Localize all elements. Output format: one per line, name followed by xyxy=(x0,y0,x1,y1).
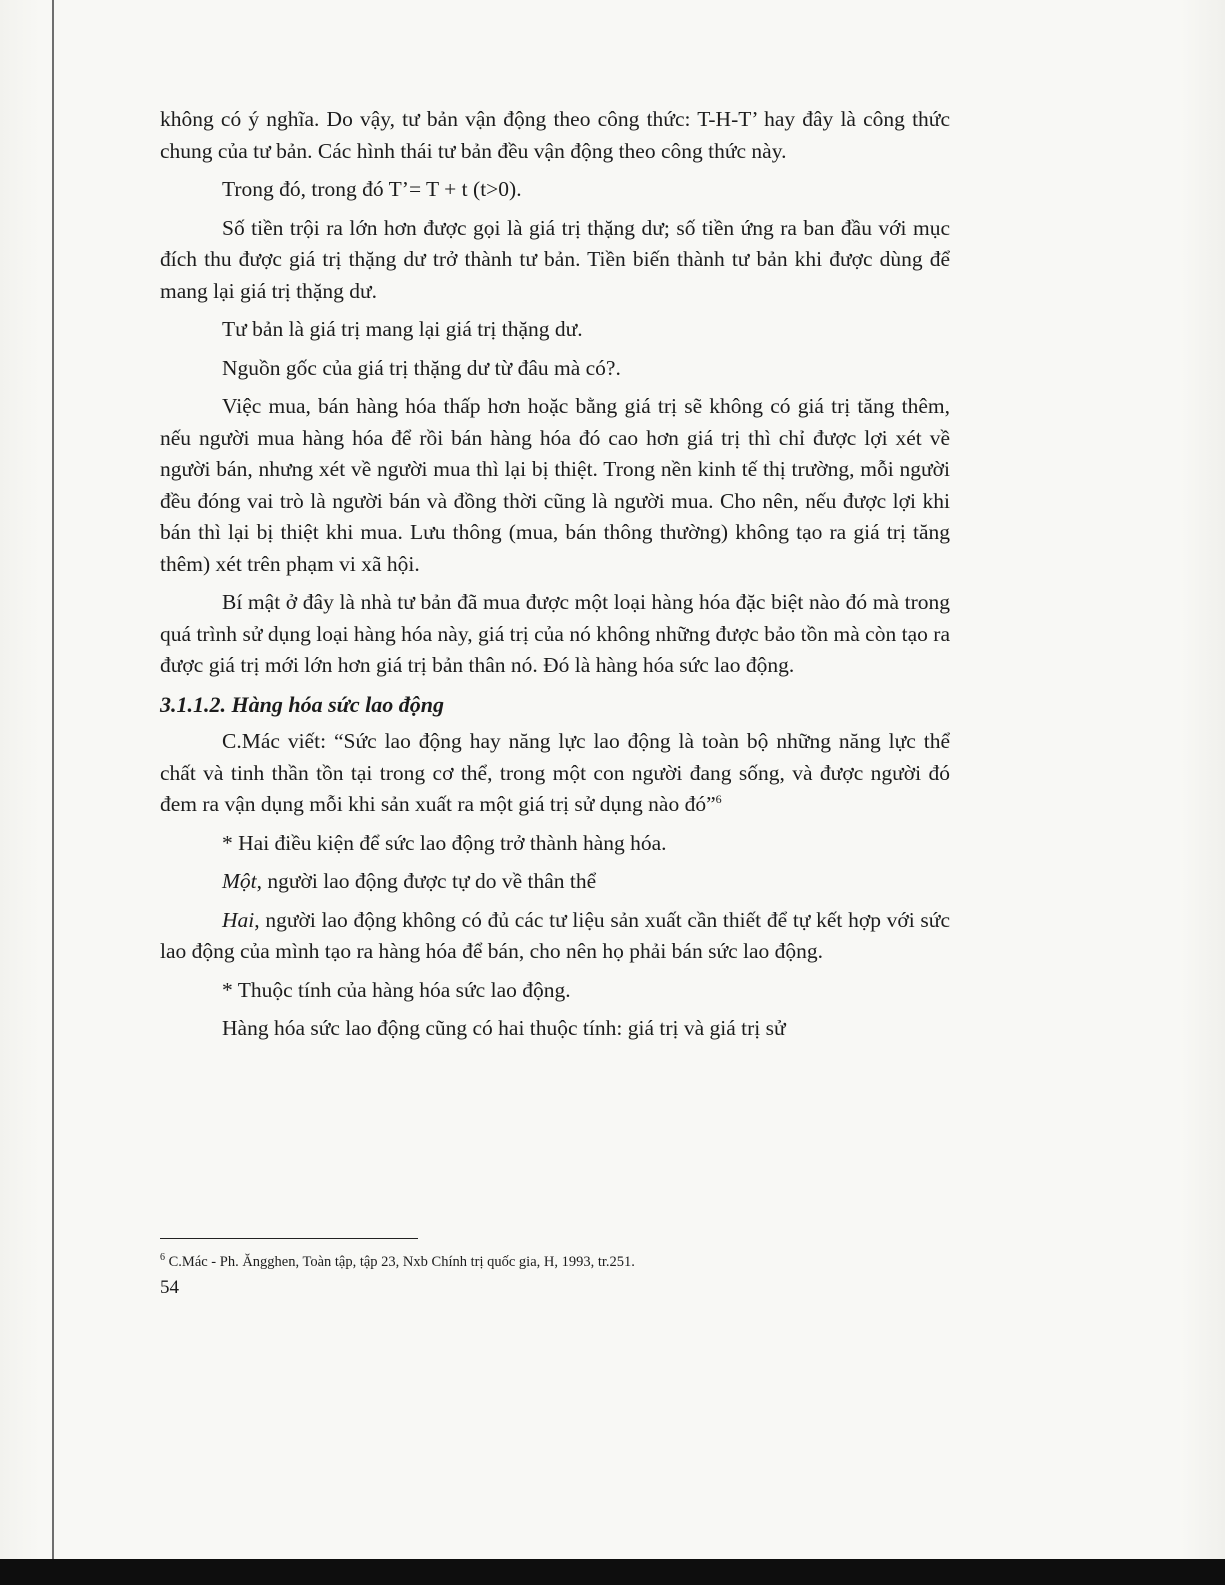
footnote-marker: 6 xyxy=(160,1252,165,1264)
paragraph-formula: Trong đó, trong đó T’= T + t (t>0). xyxy=(222,177,522,201)
page-number: 54 xyxy=(160,1277,179,1298)
condition-one-lead: Một xyxy=(222,869,257,893)
footnote-text: C.Mác - Ph. Ăngghen, Toàn tập, tập 23, Nxb Chính trị quốc gia, H, 1993, tr.251. xyxy=(165,1254,635,1270)
marx-quote-text: C.Mác viết: “Sức lao động hay năng lực lao động là toàn bộ những năng lực thể chất và tinh thần tồn tại trong cơ thể, trong một con người đang sống, và được người đó đem ra vận dụng mỗi khi sản xuất ra một giá trị sử dụng nào đó” xyxy=(160,729,950,816)
paragraph-condition-two xyxy=(160,905,950,968)
paragraph-secret: Bí mật ở đây là nhà tư bản đã mua được một loại hàng hóa đặc biệt nào đó mà trong quá trình sử dụng loại hàng hóa này, giá trị của nó không những được bảo tồn mà còn tạo ra được giá trị mới lớn hơn giá trị bản thân nó. Đó là hàng hóa sức lao động. xyxy=(160,590,950,677)
scan-bottom-border xyxy=(0,1559,1225,1585)
paragraph-circulation: Việc mua, bán hàng hóa thấp hơn hoặc bằng giá trị sẽ không có giá trị tăng thêm, nếu người mua hàng hóa để rồi bán hàng hóa đó cao hơn giá trị thì chỉ được lợi xét về người bán, nhưng xét về người mua thì lại bị thiệt. Trong nền kinh tế thị trường, mỗi người đều đóng vai trò là người bán và đồng thời cũng là người mua. Cho nên, nếu được lợi khi bán thì lại bị thiệt khi mua. Lưu thông (mua, bán thông thường) không tạo ra giá trị tăng thêm) xét trên phạm vi xã hội. xyxy=(160,394,950,576)
paragraph-capital-definition: Tư bản là giá trị mang lại giá trị thặng dư. xyxy=(222,317,583,341)
section-heading: 3.1.1.2. Hàng hóa sức lao động xyxy=(160,691,444,717)
scan-left-edge xyxy=(52,0,54,1585)
condition-two-text: , người lao động không có đủ các tư liệu sản xuất cần thiết để tự kết hợp với sức lao động của mình tạo ra hàng hóa để bán, cho nên họ phải bán sức lao động. xyxy=(160,907,950,963)
paragraph-condition-one xyxy=(160,866,950,898)
paragraph-surplus-value: Số tiền trội ra lớn hơn được gọi là giá trị thặng dư; số tiền ứng ra ban đầu với mục đích thu được giá trị thặng dư trở thành tư bản. Tiền biến thành tư bản khi được dùng để mang lại giá trị thặng dư. xyxy=(160,215,950,303)
paragraph-conditions-title: * Hai điều kiện để sức lao động trở thành hàng hóa. xyxy=(222,830,667,855)
footnote-divider xyxy=(160,1238,418,1239)
paragraph-origin-question: Nguồn gốc của giá trị thặng dư từ đâu mà có?. xyxy=(222,355,621,380)
paragraph-attributes: Hàng hóa sức lao động cũng có hai thuộc tính: giá trị và giá trị sử xyxy=(222,1016,786,1040)
paragraph-formula-intro: không có ý nghĩa. Do vậy, tư bản vận động theo công thức: T-H-T’ hay đây là công thức chung của tư bản. Các hình thái tư bản đều vận động theo công thức này. xyxy=(160,107,950,163)
condition-one-text: , người lao động được tự do về thân thể xyxy=(256,869,597,893)
page-body xyxy=(160,104,950,1052)
paragraph-attributes-title: * Thuộc tính của hàng hóa sức lao động. xyxy=(222,977,571,1002)
footnote xyxy=(160,1252,950,1272)
footnote-reference: 6 xyxy=(715,791,722,806)
paragraph-marx-quote xyxy=(160,726,950,821)
condition-two-lead: Hai xyxy=(222,907,255,932)
